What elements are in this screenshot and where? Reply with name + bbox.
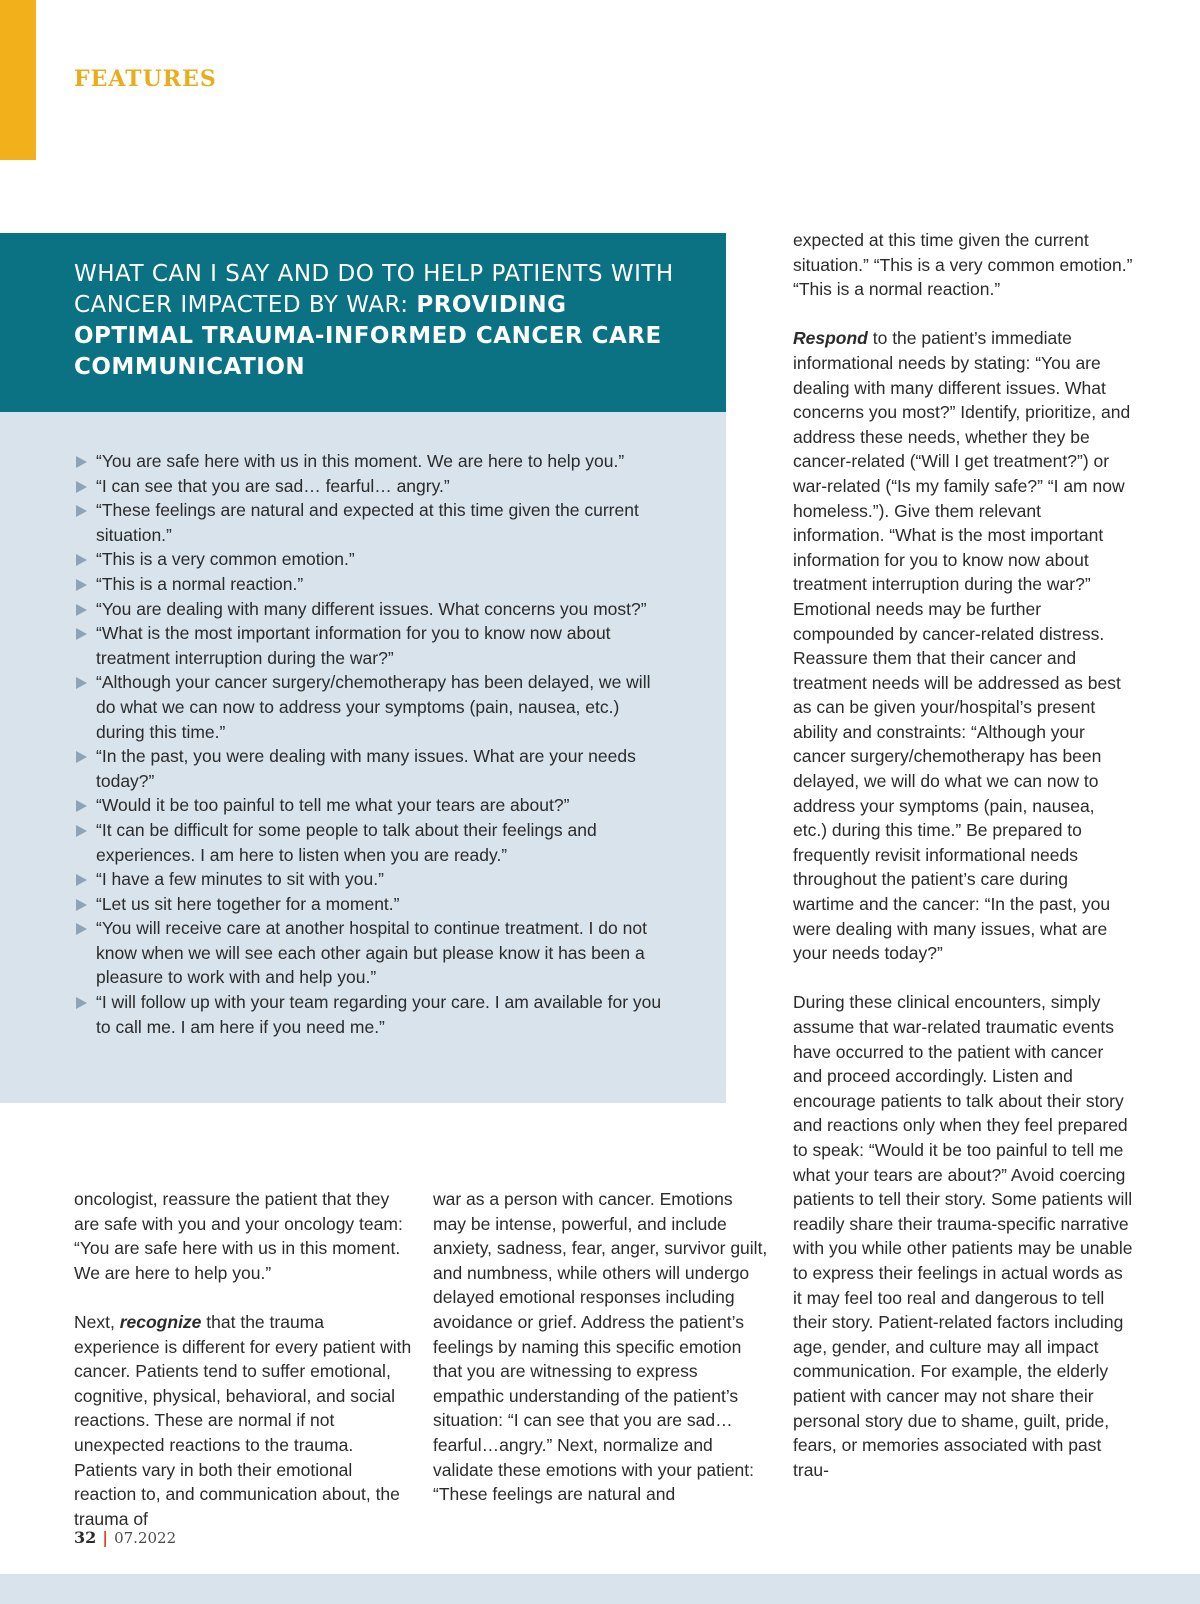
- list-item: [74, 547, 664, 572]
- footer-separator: |: [102, 1528, 109, 1547]
- quote-text: “This is a very common emotion.”: [96, 549, 355, 570]
- quote-text: “These feelings are natural and expected at this time given the current situation.”: [96, 500, 639, 545]
- list-item: [74, 867, 664, 892]
- quote-text: “Although your cancer surgery/chemotherapy has been delayed, we will do what we can now to address your symptoms (pain, nausea, etc.) during this time.”: [96, 672, 651, 742]
- quote-text: “You will receive care at another hospital to continue treatment. I do not know when we will see each other again but please know it has been a pleasure to work with and help you.”: [96, 918, 647, 988]
- list-item: [74, 498, 664, 547]
- quote-text: “I can see that you are sad… fearful… angry.”: [96, 475, 450, 496]
- quote-list: [74, 449, 664, 1039]
- quote-text: “It can be difficult for some people to talk about their feelings and experiences. I am here to listen when you are ready.”: [96, 819, 597, 865]
- quote-text: “What is the most important information for you to know now about treatment interruption during the war?”: [96, 623, 611, 668]
- quote-text: “I will follow up with your team regarding your care. I am available for you to call me. I am here if you need me.”: [96, 992, 662, 1037]
- quote-text: “Would it be too painful to tell me what your tears are about?”: [96, 795, 570, 816]
- list-item: [74, 474, 664, 499]
- body-column-1: [74, 1187, 412, 1556]
- triangle-bullet-icon: [76, 800, 87, 812]
- quote-text: “In the past, you were dealing with many issues. What are your needs today?”: [96, 746, 636, 791]
- sidebar-title-bold: PROVIDING OPTIMAL TRAUMA-INFORMED CANCER CARE COMMUNICATION: [74, 292, 662, 380]
- bottom-band: [0, 1574, 1200, 1604]
- quote-text: “You are safe here with us in this moment. We are here to help you.”: [96, 451, 625, 471]
- list-item: [74, 793, 664, 818]
- triangle-bullet-icon: [76, 751, 87, 763]
- triangle-bullet-icon: [76, 677, 87, 689]
- list-item: [74, 670, 664, 744]
- list-item: [74, 572, 664, 597]
- paragraph-text: that the trauma experience is different for every patient with cancer. Patients tend to suffer emotional, cognitive, physical, behavioral, and social reactions. These are normal if not unexpected reactions to the trauma. Patients vary in both their emotional reaction to, and communication about, the trauma of: [74, 1311, 412, 1529]
- paragraph: [793, 326, 1133, 965]
- list-item: [74, 916, 664, 990]
- triangle-bullet-icon: [76, 825, 87, 837]
- keyword-respond: Respond: [793, 328, 868, 349]
- list-item: [74, 892, 664, 917]
- section-label: FEATURES: [74, 66, 217, 92]
- list-item: [74, 990, 664, 1039]
- triangle-bullet-icon: [76, 628, 87, 640]
- body-column-2: [433, 1187, 770, 1531]
- triangle-bullet-icon: [76, 874, 87, 886]
- triangle-bullet-icon: [76, 997, 87, 1009]
- list-item: [74, 621, 664, 670]
- triangle-bullet-icon: [76, 554, 87, 566]
- list-item: [74, 597, 664, 622]
- triangle-bullet-icon: [76, 579, 87, 591]
- keyword-recognize: recognize: [119, 1311, 202, 1332]
- quote-text: “Let us sit here together for a moment.”: [96, 893, 400, 914]
- paragraph-text: to the patient’s immediate informational needs by stating: “You are dealing with many different issues. What concerns you most?” Identify, prioritize, and address these needs, whether they be cancer-related (“Will I get treatment?”) or war-related (“Is my family safe?” “I am now homeless.”). Give them relevant information. “What is the most important information for you to know now about treatment interruption during the war?” Emotional needs may be further compounded by cancer-related distress. Reassure them that their cancer and treatment needs will be addressed as best as can be given your/hospital’s present ability and constraints: “Although your cancer surgery/chemotherapy has been delayed, we will do what we can now to address your symptoms (pain, nausea, etc.) during this time.” Be prepared to frequently revisit informational needs throughout the patient’s care during wartime and the cancer: “In the past, you were dealing with many issues, what are your needs today?”: [793, 328, 1131, 964]
- quote-text: “This is a normal reaction.”: [96, 573, 304, 594]
- paragraph: war as a person with cancer. Emotions may be intense, powerful, and include anxiety, sadness, fear, anger, survivor guilt, and numbness, while others will undergo delayed emotional responses including avoidance or grief. Address the patient’s feelings by naming this specific emotion that you are witnessing to express empathic understanding of the patient’s situation: “I can see that you are sad…fearful…angry.” Next, normalize and validate these emotions with your patient: “These feelings are natural and: [433, 1189, 768, 1505]
- triangle-bullet-icon: [76, 456, 87, 468]
- triangle-bullet-icon: [76, 481, 87, 493]
- paragraph-lead: Next,: [74, 1311, 120, 1332]
- triangle-bullet-icon: [76, 923, 87, 935]
- quote-text: “I have a few minutes to sit with you.”: [96, 869, 384, 890]
- page-number: 32: [74, 1528, 97, 1547]
- sidebar-title-regular: WHAT CAN I SAY AND DO TO HELP PATIENTS WITH CANCER IMPACTED BY WAR:: [74, 261, 674, 318]
- page-footer: [74, 1528, 176, 1547]
- triangle-bullet-icon: [76, 604, 87, 616]
- accent-bar: [0, 0, 36, 160]
- paragraph: oncologist, reassure the patient that they are safe with you and your oncology team: “You are safe here with us in this moment. We are here to help you.”: [74, 1189, 403, 1283]
- sidebar-title: [74, 259, 694, 383]
- issue-date: 07.2022: [114, 1529, 177, 1547]
- quote-text: “You are dealing with many different issues. What concerns you most?”: [96, 598, 647, 619]
- paragraph: expected at this time given the current situation.” “This is a very common emotion.” “This is a normal reaction.”: [793, 230, 1133, 300]
- triangle-bullet-icon: [76, 899, 87, 911]
- triangle-bullet-icon: [76, 505, 87, 517]
- paragraph: [74, 1310, 412, 1531]
- paragraph: During these clinical encounters, simply assume that war-related traumatic events have occurred to the patient with cancer and proceed accordingly. Listen and encourage patients to talk about their story and reactions only when they feel prepared to speak: “Would it be too painful to tell me what your tears are about?” Avoid coercing patients to tell their story. Some patients will readily share their trauma-specific narrative with you while other patients may be unable to express their feelings in actual words as it may feel too real and dangerous to tell their story. Patient-related factors including age, gender, and culture may all impact communication. For example, the elderly patient with cancer may not share their personal story due to shame, guilt, pride, fears, or memories associated with past trau-: [793, 992, 1133, 1480]
- list-item: [74, 449, 664, 474]
- body-column-3: [793, 228, 1133, 1507]
- list-item: [74, 818, 664, 867]
- list-item: [74, 744, 664, 793]
